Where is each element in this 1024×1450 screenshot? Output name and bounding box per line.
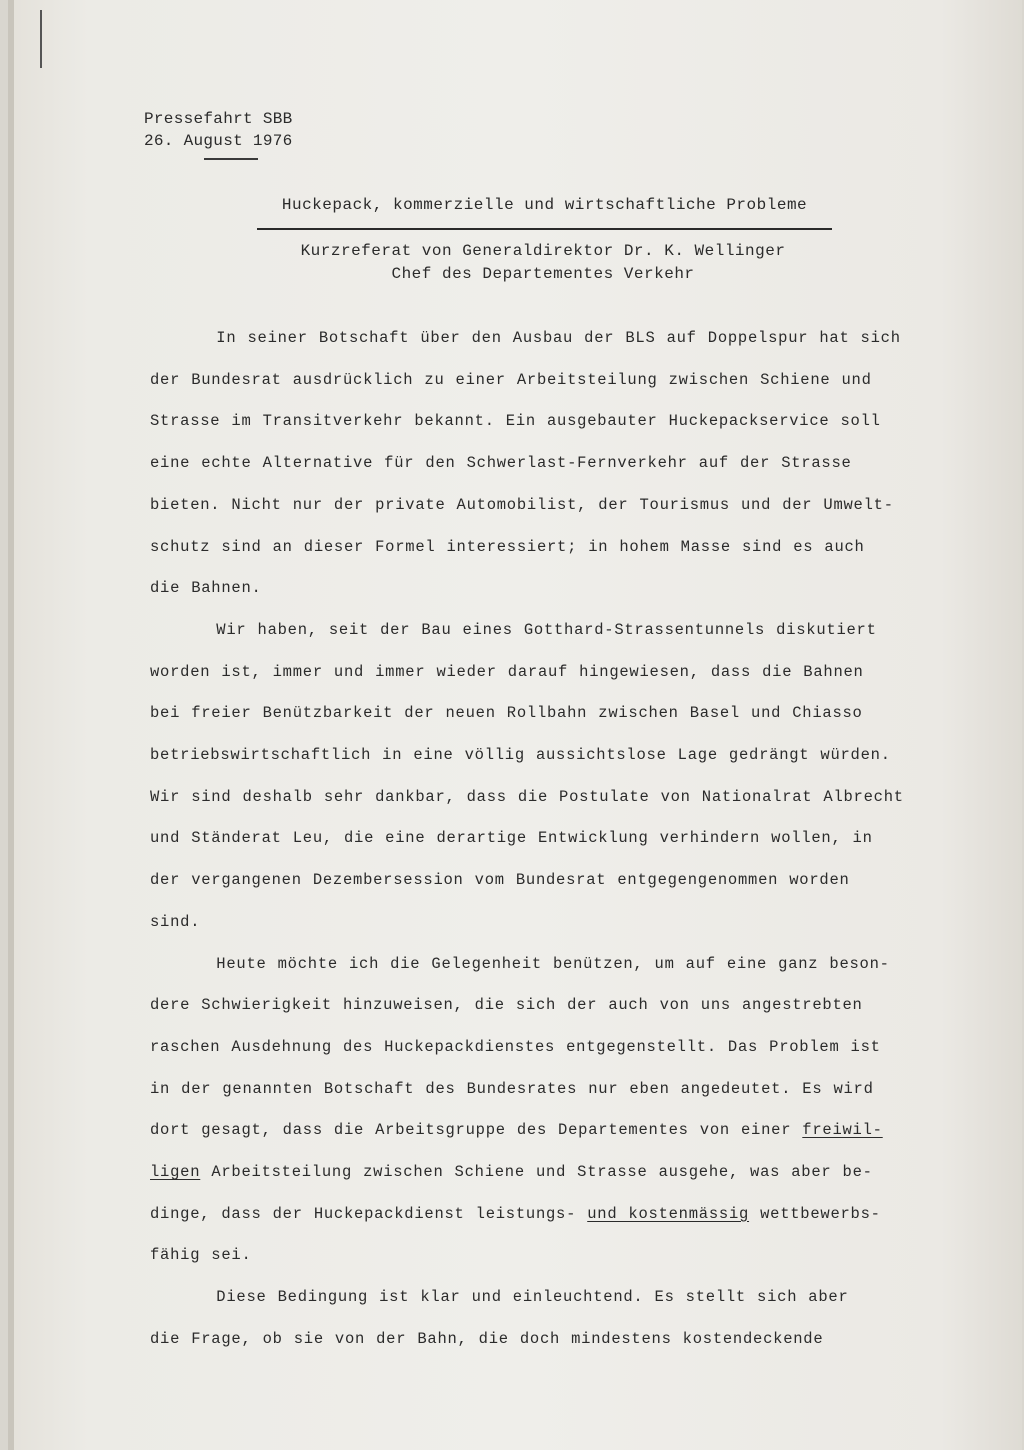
body-line bbox=[150, 371, 872, 389]
document-header bbox=[144, 108, 293, 152]
body-line bbox=[150, 1038, 881, 1056]
line-text: bieten. Nicht nur der private Automobilist, der Tourismus und der Umwelt- bbox=[150, 495, 894, 514]
body-line bbox=[150, 412, 881, 430]
body-line bbox=[150, 788, 904, 806]
line-text: raschen Ausdehnung des Huckepackdienstes entgegenstellt. Das Problem ist bbox=[150, 1037, 881, 1056]
line-text: bei freier Benützbarkeit der neuen Rollbahn zwischen Basel und Chiasso bbox=[150, 704, 863, 723]
body-line bbox=[150, 579, 262, 597]
line-text: dere Schwierigkeit hinzuweisen, die sich der auch von uns angestrebten bbox=[150, 996, 863, 1015]
body-line bbox=[150, 621, 877, 639]
body-line bbox=[150, 454, 852, 472]
body-line bbox=[150, 913, 200, 931]
header-event: Pressefahrt SBB bbox=[144, 110, 293, 128]
page-edge bbox=[8, 0, 14, 1450]
body-line bbox=[150, 1288, 849, 1306]
body-line bbox=[150, 704, 863, 722]
line-text: eine echte Alternative für den Schwerlast-Fernverkehr auf der Strasse bbox=[150, 454, 852, 473]
line-text: fähig sei. bbox=[150, 1246, 252, 1265]
header-underline bbox=[204, 158, 258, 160]
line-text: Wir haben, seit der Bau eines Gotthard-Strassentunnels diskutiert bbox=[150, 620, 877, 639]
body-line bbox=[150, 1246, 252, 1264]
line-text: Heute möchte ich die Gelegenheit benützen, um auf eine ganz beson- bbox=[150, 954, 890, 973]
line-text: betriebswirtschaftlich in eine völlig aussichtslose Lage gedrängt würden. bbox=[150, 746, 891, 764]
body-line bbox=[150, 329, 901, 347]
body-line bbox=[150, 663, 864, 681]
document-page bbox=[8, 0, 1022, 1450]
line-text: die Frage, ob sie von der Bahn, die doch mindestens kostendeckende bbox=[150, 1329, 824, 1348]
underlined-text: ligen bbox=[150, 1163, 201, 1181]
line-text: der Bundesrat ausdrücklich zu einer Arbeitsteilung zwischen Schiene und bbox=[150, 370, 872, 389]
document-title: Huckepack, kommerzielle und wirtschaftliche Probleme bbox=[281, 196, 808, 214]
line-text: Strasse im Transitverkehr bekannt. Ein ausgebauter Huckepackservice soll bbox=[150, 412, 881, 431]
body-line bbox=[150, 746, 891, 764]
line-text: In seiner Botschaft über den Ausbau der BLS auf Doppelspur hat sich bbox=[150, 329, 901, 347]
line-text: schutz sind an dieser Formel interessiert; in hohem Masse sind es auch bbox=[150, 537, 865, 556]
body-line bbox=[150, 1330, 823, 1348]
subtitle-author: Kurzreferat von Generaldirektor Dr. K. Wellinger bbox=[300, 242, 786, 260]
body-line bbox=[150, 996, 863, 1014]
line-text: Wir sind deshalb sehr dankbar, dass die Postulate von Nationalrat Albrecht bbox=[150, 787, 904, 806]
line-text: und Ständerat Leu, die eine derartige Entwicklung verhindern wollen, in bbox=[150, 829, 873, 848]
body-line bbox=[150, 1080, 874, 1098]
line-text: der vergangenen Dezembersession vom Bundesrat entgegengenommen worden bbox=[150, 871, 850, 890]
underlined-text: und kostenmässig bbox=[587, 1204, 750, 1223]
line-text: die Bahnen. bbox=[150, 579, 262, 598]
line-text: wettbewerbs- bbox=[749, 1204, 881, 1223]
line-text: worden ist, immer und immer wieder darauf hingewiesen, dass die Bahnen bbox=[150, 662, 864, 681]
body-line bbox=[150, 1205, 881, 1223]
line-text: dinge, dass der Huckepackdienst leistungs- bbox=[150, 1204, 588, 1223]
document-subtitle bbox=[258, 240, 828, 286]
body-line bbox=[150, 871, 850, 889]
line-text: sind. bbox=[150, 912, 201, 931]
line-text: in der genannten Botschaft des Bundesrates nur eben angedeutet. Es wird bbox=[150, 1079, 874, 1098]
binder-mark bbox=[40, 10, 42, 68]
body-line bbox=[150, 829, 873, 847]
line-text: Diese Bedingung ist klar und einleuchtend. Es stellt sich aber bbox=[150, 1288, 849, 1307]
body-line bbox=[150, 1163, 873, 1181]
body-line bbox=[150, 538, 865, 556]
line-text: Arbeitsteilung zwischen Schiene und Strasse ausgehe, was aber be- bbox=[200, 1163, 873, 1181]
underlined-text: freiwil- bbox=[802, 1121, 883, 1140]
header-date: 26. August 1976 bbox=[144, 132, 293, 150]
subtitle-role: Chef des Departementes Verkehr bbox=[391, 265, 695, 283]
line-text: dort gesagt, dass die Arbeitsgruppe des Departementes von einer bbox=[150, 1121, 803, 1140]
body-line bbox=[150, 955, 890, 973]
body-line bbox=[150, 496, 894, 514]
title-underline bbox=[257, 228, 832, 230]
body-line bbox=[150, 1121, 883, 1139]
